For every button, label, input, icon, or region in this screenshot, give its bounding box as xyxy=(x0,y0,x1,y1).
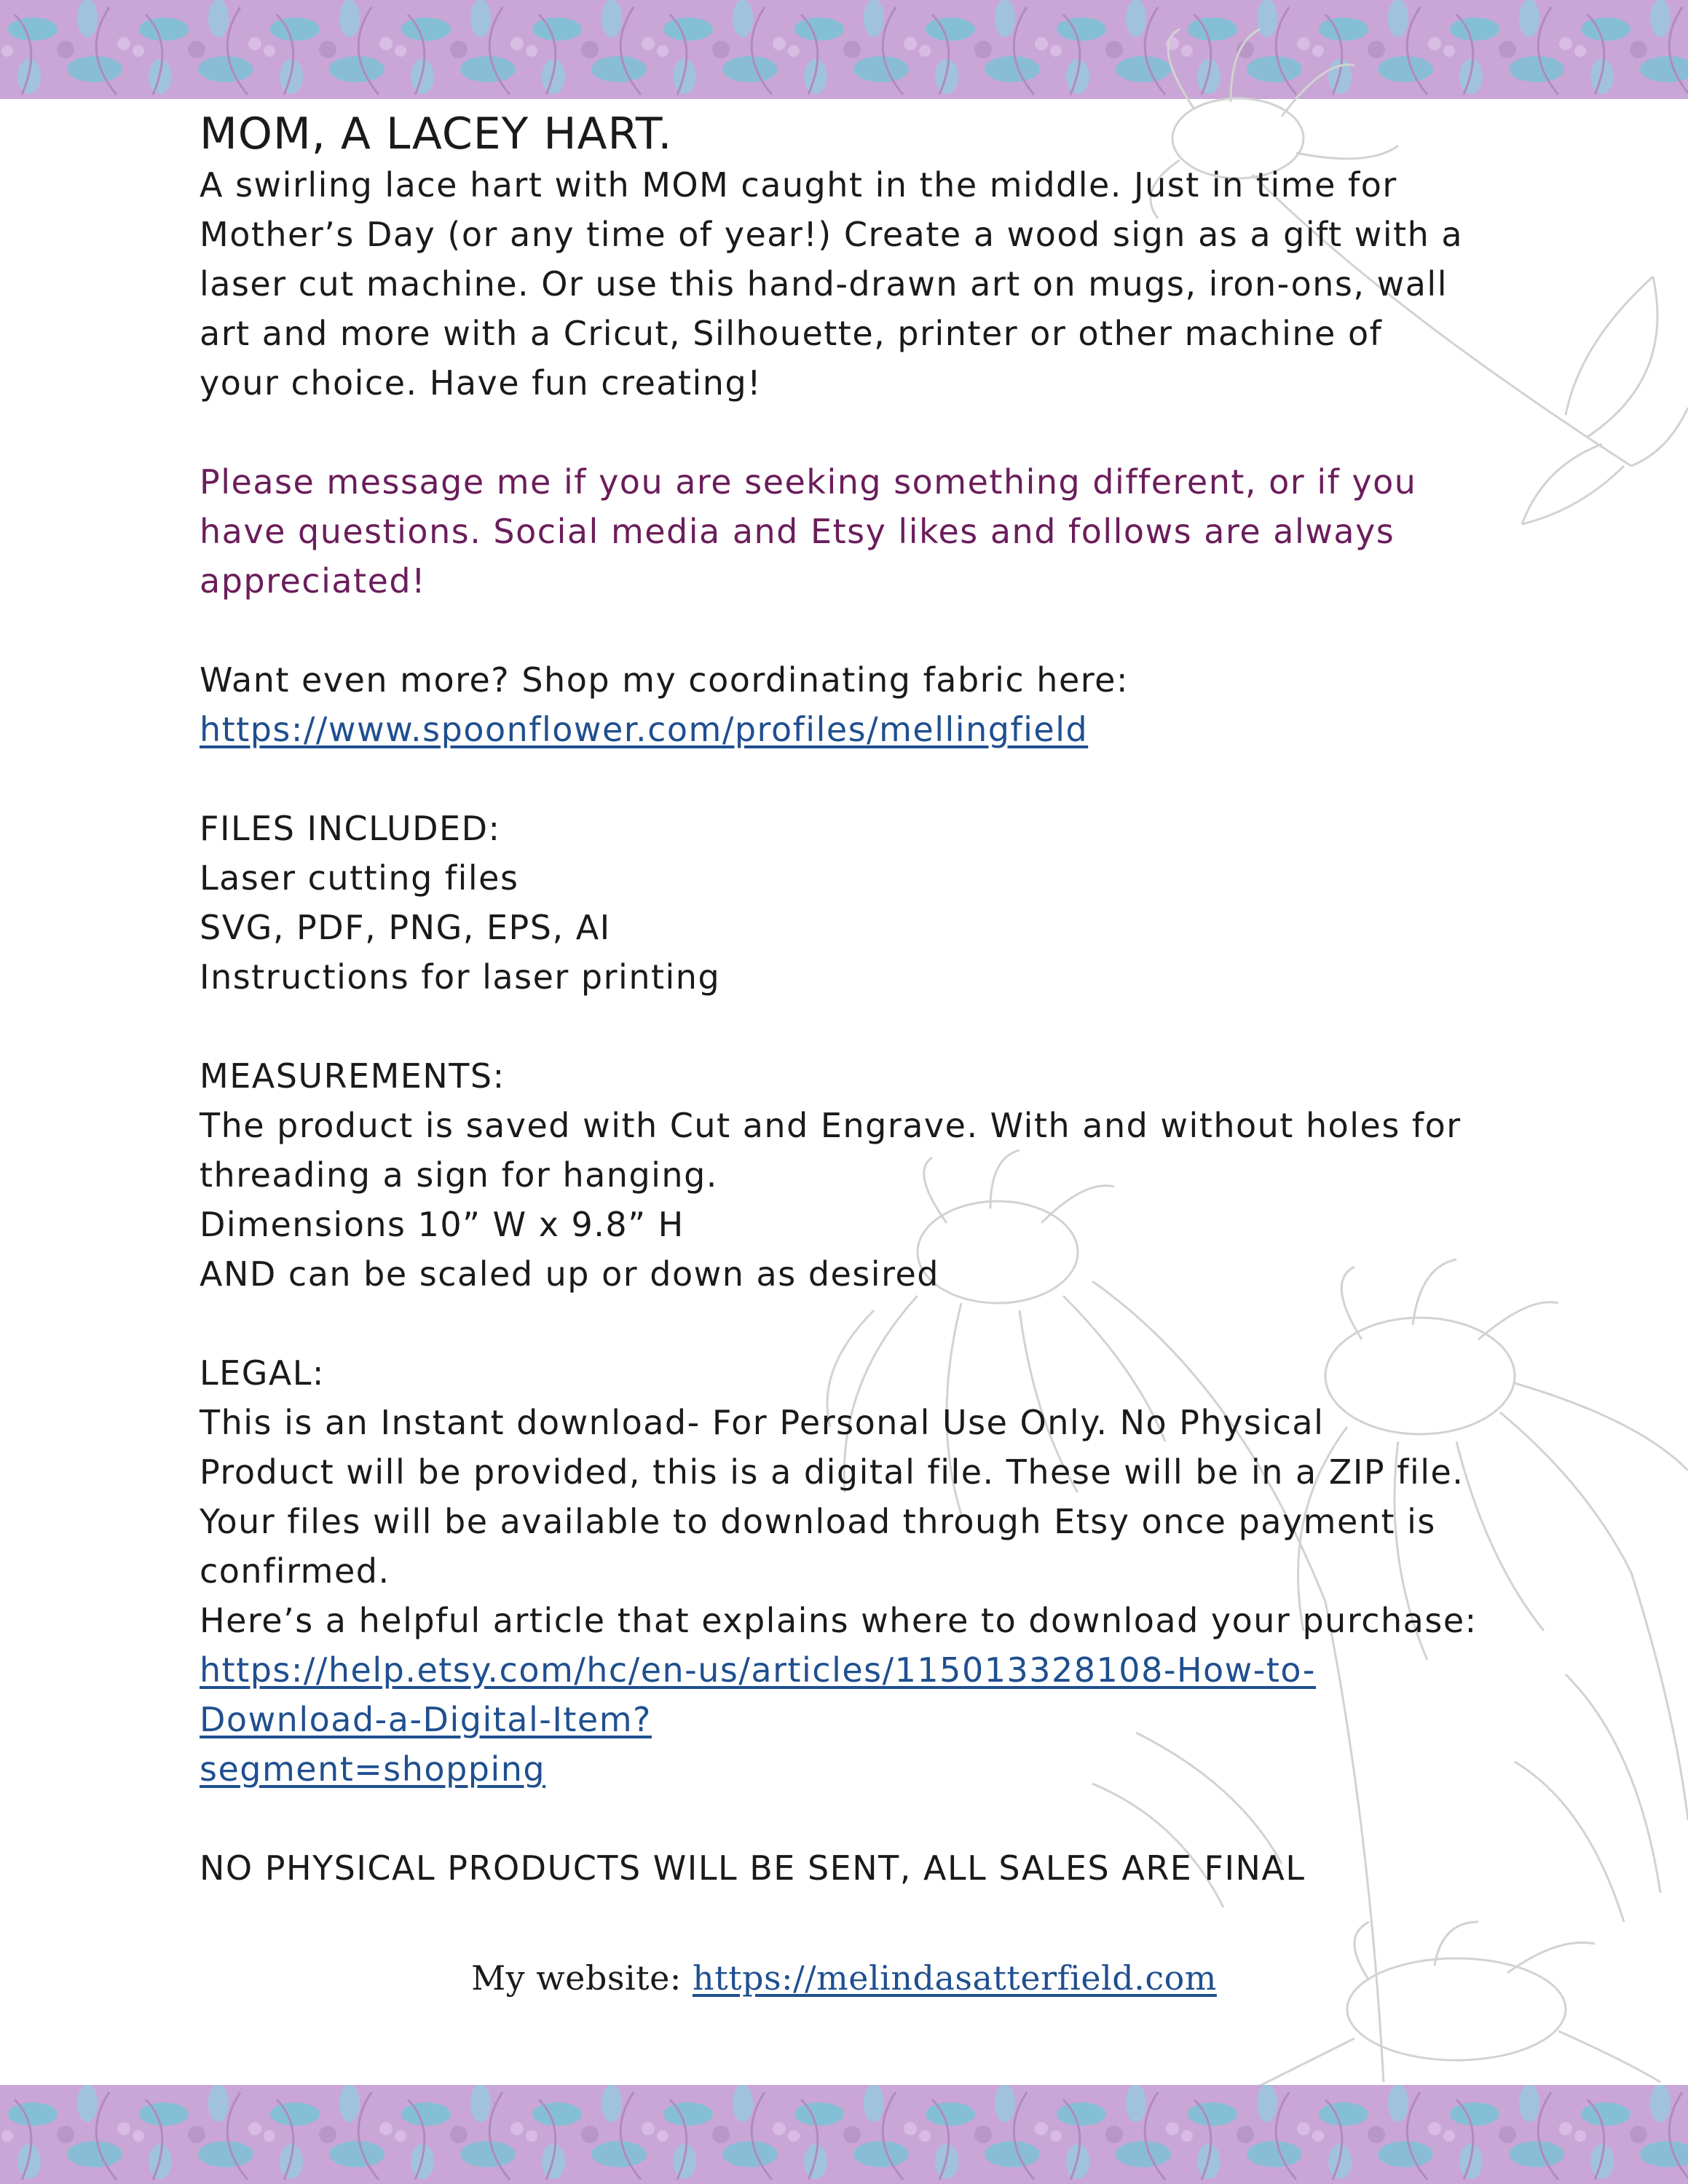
measurements-line: AND can be scaled up or down as desired xyxy=(200,1254,939,1294)
files-line: Laser cutting files xyxy=(200,858,519,898)
measurements-section xyxy=(200,1051,1503,1299)
legal-line: Product will be provided, this is a digital file. These will be in a ZIP file. xyxy=(200,1452,1464,1492)
files-section xyxy=(200,804,1503,1002)
legal-line: Your files will be available to download through Etsy once payment is xyxy=(200,1502,1436,1541)
legal-line: confirmed. xyxy=(200,1551,390,1591)
product-description xyxy=(200,108,1503,1893)
measurements-line: threading a sign for hanging. xyxy=(200,1155,718,1195)
footer-label: My website: xyxy=(471,1958,682,1998)
intro-line: A swirling lace hart with MOM caught in the middle. Just in time for xyxy=(200,165,1397,205)
fabric-text: Want even more? Shop my coordinating fabric here: xyxy=(200,660,1129,700)
message-line: Please message me if you are seeking something different, or if you xyxy=(200,462,1417,502)
final-sale-notice: NO PHYSICAL PRODUCTS WILL BE SENT, ALL SALES ARE FINAL xyxy=(200,1848,1306,1888)
measurements-heading: MEASUREMENTS: xyxy=(200,1056,505,1096)
intro-line: laser cut machine. Or use this hand-drawn art on mugs, iron-ons, wall xyxy=(200,264,1448,304)
legal-line: Here’s a helpful article that explains where to download your purchase: xyxy=(200,1601,1478,1640)
files-line: Instructions for laser printing xyxy=(200,957,721,997)
files-heading: FILES INCLUDED: xyxy=(200,809,501,848)
etsy-help-link[interactable]: https://help.etsy.com/hc/en-us/articles/115013328108-How-to- xyxy=(200,1650,1317,1690)
files-line: SVG, PDF, PNG, EPS, AI xyxy=(200,908,611,947)
intro-line: art and more with a Cricut, Silhouette, printer or other machine of xyxy=(200,314,1383,353)
message-line: have questions. Social media and Etsy likes and follows are always xyxy=(200,512,1395,551)
footer xyxy=(0,1958,1688,1998)
website-link[interactable]: https://melindasatterfield.com xyxy=(692,1958,1217,1998)
etsy-help-link[interactable]: segment=shopping xyxy=(200,1749,546,1789)
measurements-line: The product is saved with Cut and Engrave. With and without holes for xyxy=(200,1106,1462,1145)
page-title: MOM, A LACEY HART. xyxy=(200,108,673,159)
message-line: appreciated! xyxy=(200,561,427,601)
spoonflower-link[interactable]: https://www.spoonflower.com/profiles/mellingfield xyxy=(200,710,1089,749)
bottom-pattern-band xyxy=(0,2085,1688,2184)
legal-line: This is an Instant download- For Personal Use Only. No Physical xyxy=(200,1403,1325,1442)
legal-heading: LEGAL: xyxy=(200,1353,325,1393)
intro-paragraph xyxy=(200,160,1503,408)
intro-line: Mother’s Day (or any time of year!) Create a wood sign as a gift with a xyxy=(200,215,1464,254)
top-pattern-band xyxy=(0,0,1688,99)
fabric-section xyxy=(200,655,1503,754)
intro-line: your choice. Have fun creating! xyxy=(200,363,762,403)
legal-section xyxy=(200,1348,1503,1794)
etsy-help-link[interactable]: Download-a-Digital-Item? xyxy=(200,1700,652,1739)
measurements-line: Dimensions 10” W x 9.8” H xyxy=(200,1205,685,1244)
message-paragraph xyxy=(200,457,1503,606)
